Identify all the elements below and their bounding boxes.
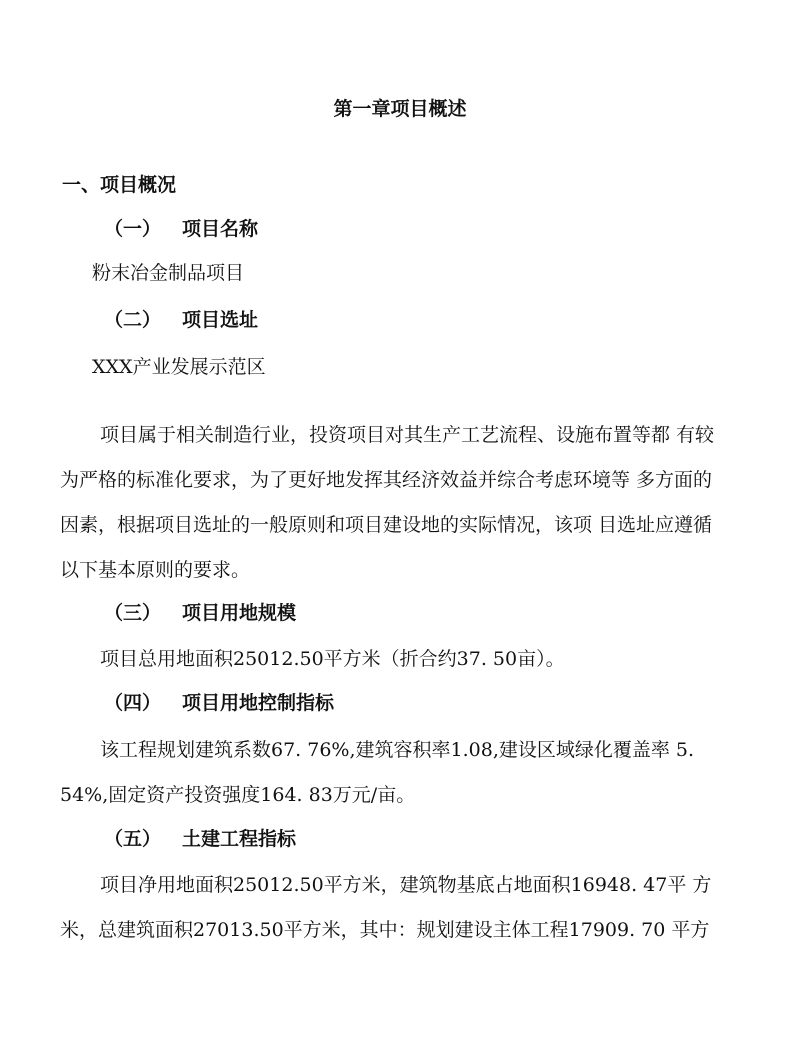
subsection-label: 项目用地控制指标 [182,692,335,714]
paragraph-line: 项目净用地面积25012.50平方米，建筑物基底占地面积16948. 47平 方 [100,874,712,896]
subsection-heading-3 [104,604,296,623]
subsection-number: （五） [104,828,162,850]
subsection-label: 项目用地规模 [182,602,297,624]
subsection-number: （二） [104,309,162,331]
subsection-label: 项目选址 [182,309,259,331]
paragraph-line: 以下基本原则的要求。 [60,559,251,581]
subsection-heading-5 [104,830,296,849]
subsection-heading-4 [104,694,334,713]
subsection-heading-1 [104,220,258,239]
subsection-number: （三） [104,602,162,624]
land-scale-text: 项目总用地面积25012.50平方米（折合约37. 50亩）。 [100,648,565,670]
paragraph-line: 米，总建筑面积27013.50平方米，其中：规划建设主体工程17909. 70 平方 [60,919,710,941]
project-name-text: 粉末冶金制品项目 [92,262,245,284]
chapter-title: 第一章项目概述 [333,98,467,120]
section-heading: 一、项目概况 [62,174,177,196]
subsection-number: （一） [104,218,162,240]
paragraph-line: 项目属于相关制造行业，投资项目对其生产工艺流程、设施布置等都 有较 [100,424,715,446]
subsection-heading-2 [104,311,258,330]
subsection-label: 土建工程指标 [182,828,297,850]
subsection-number: （四） [104,692,162,714]
paragraph-line: 为严格的标准化要求，为了更好地发挥其经济效益并综合考虑环境等 多方面的 [60,469,713,491]
paragraph-line: 因素，根据项目选址的一般原则和项目建设地的实际情况，该项 目选址应遵循 [60,514,713,536]
project-site-text: XXX产业发展示范区 [92,356,266,378]
paragraph-line: 54%,固定资产投资强度164. 83万元/亩。 [60,784,416,806]
subsection-label: 项目名称 [182,218,259,240]
paragraph-line: 该工程规划建筑系数67. 76%,建筑容积率1.08,建设区域绿化覆盖率 5. [100,739,695,761]
